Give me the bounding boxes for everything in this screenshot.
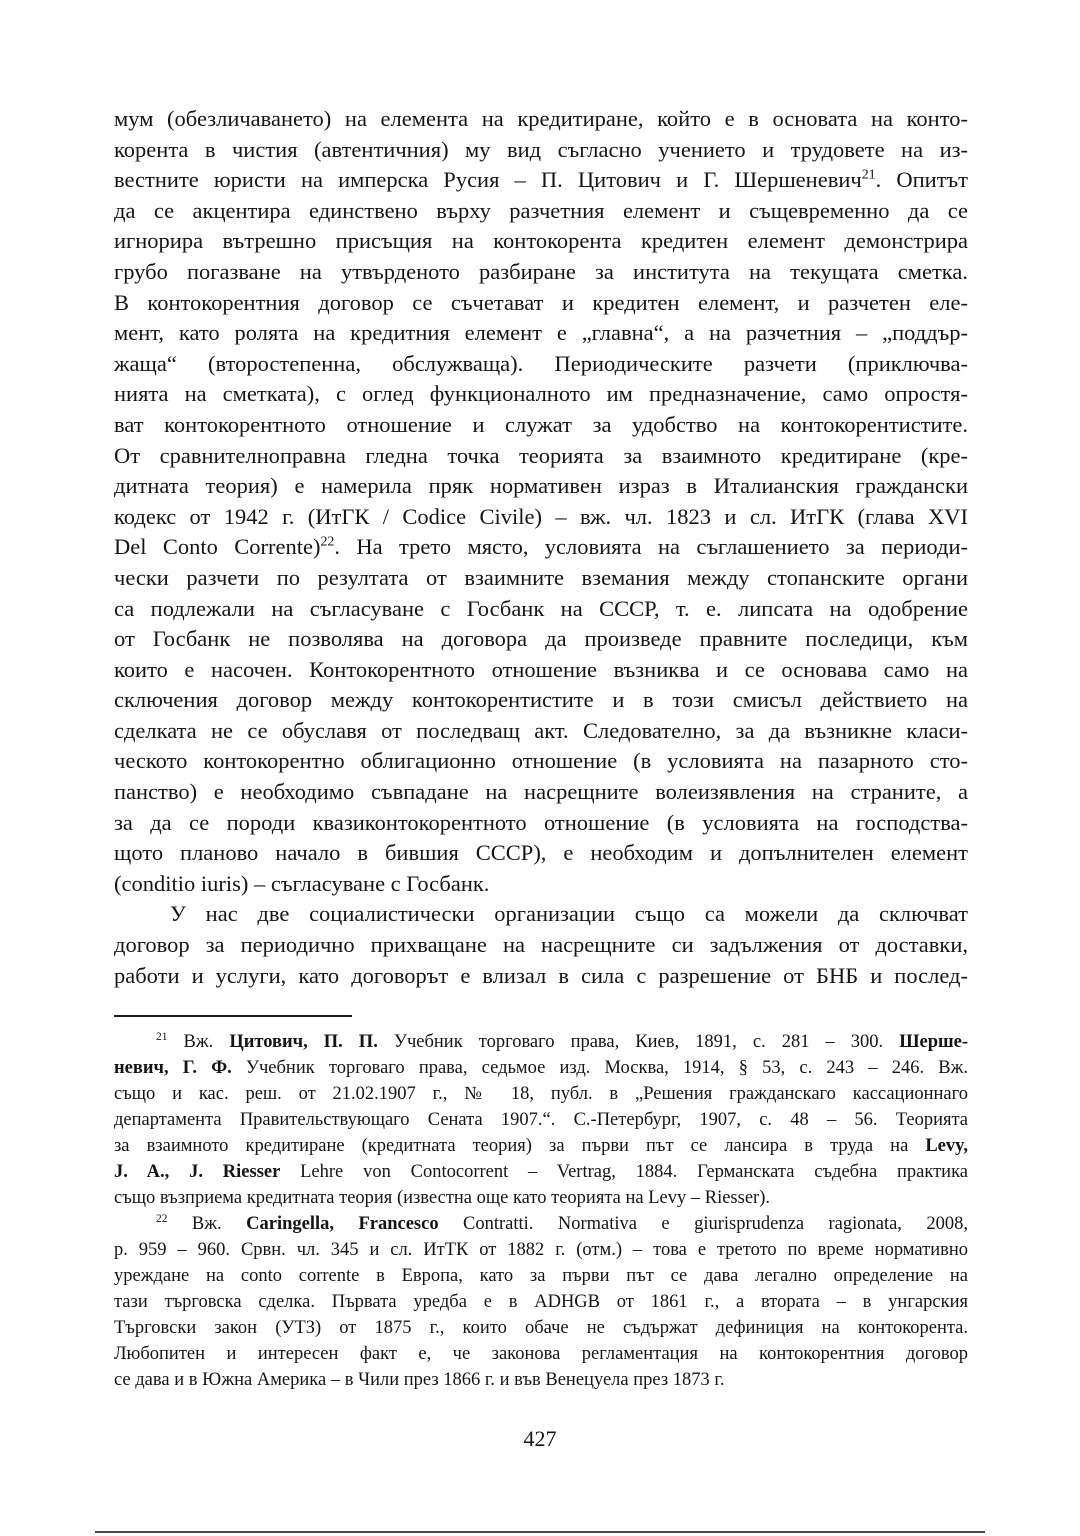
body-line [114,746,968,777]
text-segment: Lehre von Contocorrent – Vertrag, 1884. Германската съдебна практика [280,1162,968,1183]
body-line [114,104,968,135]
body-line [114,930,968,961]
body-line [114,563,968,594]
text-segment: вестните юристи на имперска Русия – П. Цитович и Г. Шершеневич [114,167,862,193]
footnote-line [114,1367,968,1393]
text-segment: също възприема кредитната теория (известна още като теорията на Levy – Riesser). [114,1188,770,1209]
text-segment: жаща“ (второстепенна, обслужваща). Периодическите разчети (приключва- [114,350,968,376]
text-segment: дитната теория) е намерила пряк нормативен израз в Италианския граждански [114,473,968,499]
text-segment: ческото контокорентно облигационно отношение (в условията на пазарното сто- [114,748,968,774]
body-line [114,808,968,839]
footnote-separator [114,1015,352,1017]
footnote-line [114,1263,968,1289]
footnote-ref: 22 [320,534,335,550]
text-segment: нията на сметката), с оглед функционалното им предназначение, само опростя- [114,381,968,407]
body-line [114,226,968,257]
text-segment: У нас две социалистически организации също са можели да сключват [170,901,968,927]
paragraph [114,899,968,991]
bold-text: Caringella, Francesco [246,1214,439,1235]
footnote-line [114,1211,968,1237]
body-line [114,441,968,472]
body-line [114,471,968,502]
body-line [114,379,968,410]
footnote-line [114,1315,968,1341]
footnote-line [114,1341,968,1367]
footnote-line [114,1289,968,1315]
text-segment: за взаимното кредитиране (кредитната теория) за първи път се лансира в труда на [114,1136,926,1157]
footnote-line [114,1029,968,1055]
text-segment: щото планово начало в бившия СССР), е необходим и допълнителен елемент [114,840,968,866]
text-segment: чески разчети по резултата от взаимните вземания между стопанските органи [114,564,968,590]
bold-text: Levy, [925,1136,968,1157]
text-segment: тази търговска сделка. Първата уредба е в ADHGB от 1861 г., а втората – в унгарския [114,1292,968,1313]
text-segment: кодекс от 1942 г. (ИтГК / Codice Civile) – вж. чл. 1823 и сл. ИтГК (глава XVI [114,503,968,529]
text-segment: грубо погазване на утвърденото разбиране за института на текущата сметка. [114,258,968,284]
bold-text: невич, Г. Ф. [114,1058,232,1079]
text-segment: също и кас. реш. от 21.02.1907 г., № 18, публ. в „Решения гражданскаго кассационнаго [114,1084,968,1105]
text-segment: департамента Правительствующаго Сената 1907.“. С.-Петербург, 1907, с. 48 – 56. Теорията [114,1110,968,1131]
text-segment: сключения договор между контокорентистите и в този смисъл действието на [114,687,968,713]
body-line [114,899,968,930]
footnote-line [114,1081,968,1107]
body-line [114,716,968,747]
bold-text: Цитович, П. П. [229,1032,378,1053]
text-segment: се дава и в Южна Америка – в Чили през 1866 г. и във Венецуела през 1873 г. [114,1370,725,1391]
body-line [114,777,968,808]
text-segment: договор за периодично прихващане на насрещните си задължения от доставки, [114,932,968,958]
body-line [114,257,968,288]
footnote-line [114,1055,968,1081]
footnote-line [114,1107,968,1133]
text-segment: (conditio iuris) – съгласуване с Госбанк. [114,870,490,896]
footnotes-section [114,1029,968,1393]
footnote-line [114,1159,968,1185]
bold-text: Шерше- [899,1032,968,1053]
text-segment: корента в чистия (автентичния) му вид съгласно учението и трудовете на из- [114,136,968,162]
text-segment: От сравнителноправна гледна точка теорията за взаимното кредитиране (кре- [114,442,968,468]
paragraph [114,104,968,899]
footnote-line [114,1237,968,1263]
text-segment: Вж. [167,1214,247,1235]
body-line [114,288,968,319]
text-segment: ват контокорентното отношение и служат за удобство на контокорентистите. [114,411,968,437]
text-segment: които е насочен. Контокорентното отношение възниква и се основава само на [114,656,968,682]
text-segment: Contratti. Normativa e giurisprudenza ragionata, 2008, [438,1214,968,1235]
body-line [114,196,968,227]
text-segment: мент, като ролята на кредитния елемент е „главна“, а на разчетния – „поддър- [114,320,968,346]
bold-text: J. A., J. Riesser [114,1162,281,1183]
footnote-ref: 21 [156,1031,168,1044]
body-line [114,869,968,900]
text-segment: . На трето място, условията на съглашението за периоди- [334,534,968,560]
text-segment: сделката не се обуславя от последващ акт. Следователно, за да възникне класи- [114,717,968,743]
text-segment: уреждане на conto corrente в Европа, като за първи път се дава легално определение на [114,1266,968,1287]
footnote-ref: 22 [156,1213,168,1226]
body-line [114,685,968,716]
body-line [114,838,968,869]
body-line [114,349,968,380]
body-line [114,961,968,992]
body-line [114,532,968,563]
body-line [114,594,968,625]
text-segment: игнорира вътрешно присъщия на контокорента кредитен елемент демонстрира [114,228,968,254]
text-segment: Del Conto Corrente) [114,534,321,560]
text-segment: панство) е необходимо съвпадане на насрещните волеизявления на страните, а [114,779,968,805]
body-line [114,165,968,196]
text-segment: Търговски закон (УТЗ) от 1875 г., които обаче не съдържат дефиниция на контокорента. [114,1318,968,1339]
scan-artifact-line [95,1531,985,1533]
text-segment: да се акцентира единствено върху разчетния елемент и същевременно да се [114,197,968,223]
text-segment: работи и услуги, като договорът е влизал в сила с разрешение от БНБ и послед- [114,962,968,988]
text-segment: от Госбанк не позволява на договора да произведе правните последици, към [114,626,968,652]
footnote-line [114,1133,968,1159]
text-segment: Любопитен и интересен факт е, че законова регламентация на контокорентния договор [114,1344,968,1365]
body-line [114,624,968,655]
text-segment: за да се породи квазиконтокорентното отношение (в условията на господства- [114,809,968,835]
body-line [114,502,968,533]
text-segment: В контокорентния договор се съчетават и кредитен елемент, и разчетен еле- [114,289,968,315]
text-segment: мум (обезличаването) на елемента на кредитиране, който е в основата на конто- [114,106,968,131]
footnote [114,1211,968,1393]
body-text [114,104,968,991]
body-line [114,410,968,441]
text-segment: p. 959 – 960. Срвн. чл. 345 и сл. ИтТК от 1882 г. (отм.) – това е третото по време нормативно [114,1240,968,1261]
body-line [114,655,968,686]
body-line [114,135,968,166]
text-segment: Вж. [167,1032,230,1053]
text-segment: Учебник торговаго права, седьмое изд. Москва, 1914, § 53, с. 243 – 246. Вж. [231,1058,968,1079]
footnote-line [114,1185,968,1211]
page-number: 427 [523,1426,557,1451]
text-segment: . Опитът [875,167,968,193]
text-segment: Учебник торговаго права, Киев, 1891, с. 281 – 300. [377,1032,900,1053]
footnote-ref: 21 [861,167,876,183]
text-segment: са подлежали на съгласуване с Госбанк на СССР, т. е. липсата на одобрение [114,595,968,621]
footnote [114,1029,968,1211]
body-line [114,318,968,349]
